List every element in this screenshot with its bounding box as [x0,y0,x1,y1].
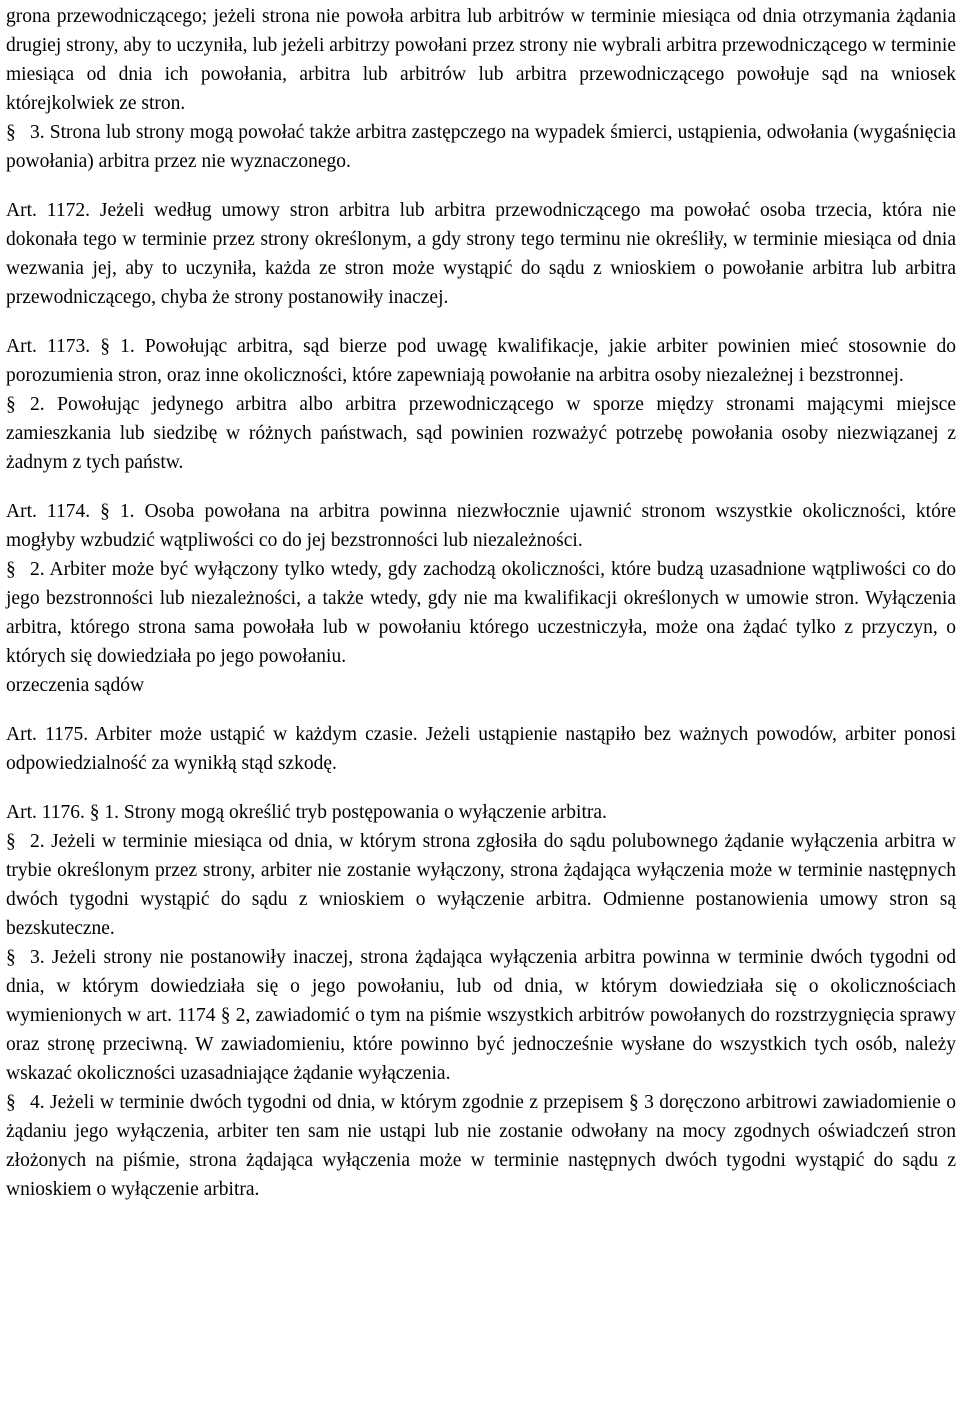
section-sign: § [6,947,16,968]
paragraph-continuation [6,2,956,118]
paragraph-text: Art. 1172. Jeżeli według umowy stron arbitra lub arbitra przewodniczącego ma powołać osoba trzecia, która nie dokonała tego w terminie przez strony określonym, a gdy strony tego terminu nie określiły, w terminie miesiąca od dnia wezwania jej, aby to uczyniła, każda ze stron może wystąpić do sądu z wnioskiem o powołanie arbitra lub arbitra przewodniczącego, chyba że strony postanowiły inaczej. [6,200,956,308]
paragraph-art-1174-section-2 [6,555,956,671]
paragraph-art-1175 [6,720,956,778]
paragraph-art-1174 [6,497,956,555]
section-sign: § [6,122,16,143]
paragraph-text: 2. Powołując jedynego arbitra albo arbitra przewodniczącego w sporze między stronami mającymi miejsce zamieszkania lub siedzibę w różnych państwach, sąd powinien rozważyć potrzebę powołania osoby niezwiązanej z żadnym z tych państw. [6,394,956,473]
paragraph-court-rulings [6,671,956,700]
paragraph-art-1176-section-3 [6,943,956,1088]
paragraph-text: 2. Jeżeli w terminie miesiąca od dnia, w którym strona zgłosiła do sądu polubownego żądanie wyłączenia arbitra w trybie określonym przez strony, arbiter nie zostanie wyłączony, strona żądająca wyłączenia może w terminie następnych dwóch tygodni wystąpić do sądu z wnioskiem o wyłączenie arbitra. Odmienne postanowienia umowy stron są bezskuteczne. [6,831,956,939]
section-sign: § [6,831,16,852]
paragraph-art-1176-section-4 [6,1088,956,1204]
paragraph-art-1172 [6,196,956,312]
paragraph-text: 3. Jeżeli strony nie postanowiły inaczej, strona żądająca wyłączenia arbitra powinna w terminie dwóch tygodni od dnia, w którym dowiedziała się o jego powołaniu, lub od dnia, w którym dowiedziała się o okolicznościach wymienionych w art. 1174 § 2, zawiadomić o tym na piśmie wszystkich arbitrów powołanych do rozstrzygnięcia sprawy oraz stronę przeciwną. W zawiadomieniu, które powinno być jednocześnie wysłane do wszystkich tych osób, należy wskazać okoliczności uzasadniające żądanie wyłączenia. [6,947,956,1084]
paragraph-text: 4. Jeżeli w terminie dwóch tygodni od dnia, w którym zgodnie z przepisem § 3 doręczono arbitrowi zawiadomienie o żądaniu jego wyłączenia, arbiter ten sam nie ustąpi lub nie zostanie odwołany na mocy zgodnych oświadczeń stron złożonych na piśmie, strona żądająca wyłączenia może w terminie następnych dwóch tygodni wystąpić do sądu z wnioskiem o wyłączenie arbitra. [6,1092,956,1200]
paragraph-text: Art. 1176. § 1. Strony mogą określić tryb postępowania o wyłączenie arbitra. [6,802,607,823]
section-sign: § [6,1092,16,1113]
section-sign: § [6,559,16,580]
paragraph-art-1173 [6,332,956,390]
paragraph-text: 2. Arbiter może być wyłączony tylko wtedy, gdy zachodzą okoliczności, które budzą uzasadnione wątpliwości co do jego bezstronności lub niezależności, a także wtedy, gdy nie ma kwalifikacji określonych w umowie stron. Wyłączenia arbitra, którego strona sama powołała lub w powołaniu którego uczestniczyła, może ona żądać tylko z przyczyn, o których się dowiedziała po jego powołaniu. [6,559,956,667]
paragraph-text: Art. 1173. § 1. Powołując arbitra, sąd bierze pod uwagę kwalifikacje, jakie arbiter powinien mieć stosownie do porozumienia stron, oraz inne okoliczności, które zapewniają powołanie na arbitra osoby niezależnej i bezstronnej. [6,336,956,386]
paragraph-art-1176-section-2 [6,827,956,943]
paragraph-text: 3. Strona lub strony mogą powołać także arbitra zastępczego na wypadek śmierci, ustąpienia, odwołania (wygaśnięcia powołania) arbitra przez nie wyznaczonego. [6,122,956,172]
paragraph-text: Art. 1175. Arbiter może ustąpić w każdym czasie. Jeżeli ustąpienie nastąpiło bez ważnych powodów, arbiter ponosi odpowiedzialność za wynikłą stąd szkodę. [6,724,956,774]
paragraph-section-3 [6,118,956,176]
paragraph-text: grona przewodniczącego; jeżeli strona nie powoła arbitra lub arbitrów w terminie miesiąca od dnia otrzymania żądania drugiej strony, aby to uczyniła, lub jeżeli arbitrzy powołani przez strony nie wybrali arbitra przewodniczącego w terminie miesiąca od dnia ich powołania, arbitra lub arbitrów lub arbitra przewodniczącego powołuje sąd na wniosek którejkolwiek ze stron. [6,6,956,114]
paragraph-text: Art. 1174. § 1. Osoba powołana na arbitra powinna niezwłocznie ujawnić stronom wszystkie okoliczności, które mogłyby wzbudzić wątpliwości co do jej bezstronności lub niezależności. [6,501,956,551]
paragraph-art-1173-section-2 [6,390,956,477]
section-sign: § [6,394,16,415]
paragraph-art-1176 [6,798,956,827]
paragraph-text: orzeczenia sądów [6,675,145,696]
